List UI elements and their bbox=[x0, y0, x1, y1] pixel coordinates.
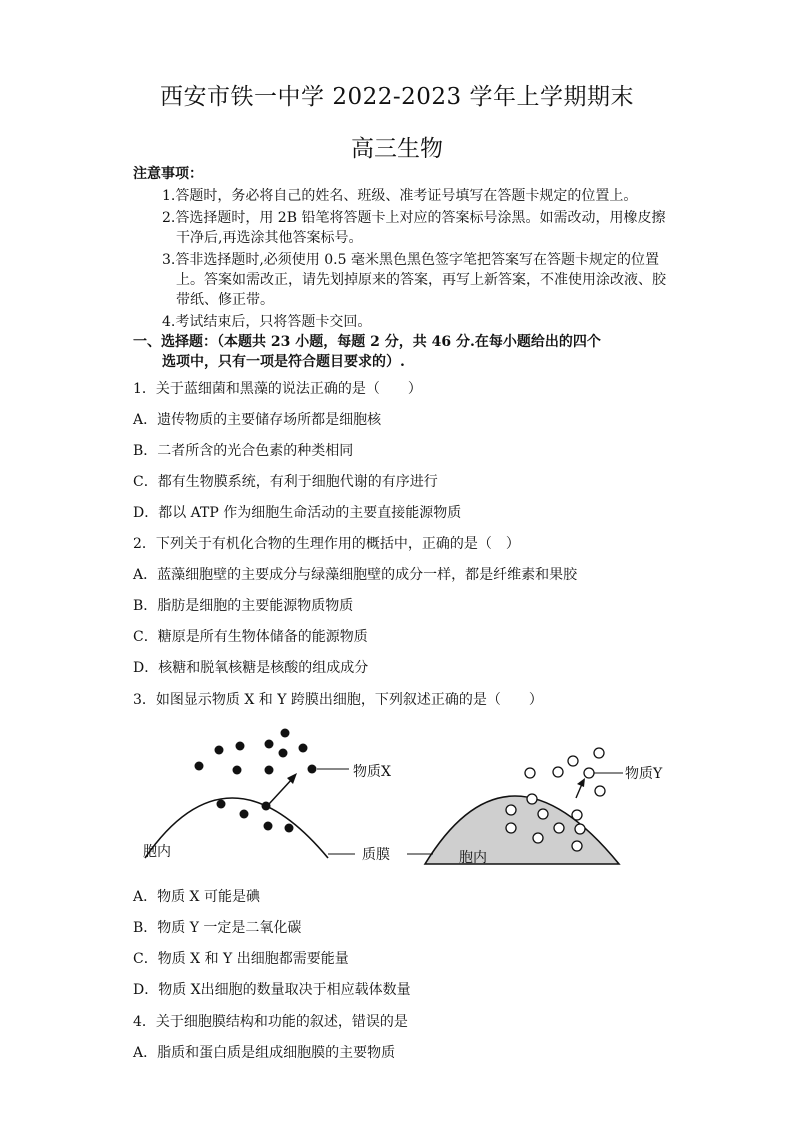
y-molecule bbox=[568, 756, 578, 766]
x-molecule bbox=[264, 822, 273, 831]
note-1: 1.答题时，务必将自己的姓名、班级、准考证号填写在答题卡规定的位置上。 bbox=[162, 188, 638, 204]
q2-stem: 2．下列关于有机化合物的生理作用的概括中，正确的是（ ） bbox=[133, 536, 520, 552]
q3-stem: 3．如图显示物质 X 和 Y 跨膜出细胞，下列叙述正确的是（ ） bbox=[133, 692, 543, 708]
note-3-line-3: 带纸、修正带。 bbox=[176, 292, 274, 308]
y-molecule bbox=[554, 823, 564, 833]
substance-y-outside bbox=[525, 748, 605, 796]
left-cell-membrane bbox=[145, 798, 328, 858]
y-molecule bbox=[525, 768, 535, 778]
label-cell-interior-left: 胞内 bbox=[143, 844, 171, 860]
x-molecule bbox=[195, 762, 204, 771]
substance-x-outside bbox=[195, 729, 317, 775]
y-molecule bbox=[506, 823, 516, 833]
x-molecule bbox=[240, 810, 249, 819]
q3-option-a: A．物质 X 可能是碘 bbox=[133, 889, 260, 905]
x-molecule bbox=[236, 742, 245, 751]
q2-option-c: C．糖原是所有生物体储备的能源物质 bbox=[133, 629, 368, 645]
y-molecule bbox=[572, 810, 582, 820]
y-arrow-head bbox=[577, 778, 585, 787]
note-2-line-1: 2.答选择题时，用 2B 铅笔将答题卡上对应的答案标号涂黑。如需改动，用橡皮擦 bbox=[162, 210, 666, 226]
q1-option-a: A．遗传物质的主要储存场所都是细胞核 bbox=[133, 412, 382, 428]
label-cell-interior-right: 胞内 bbox=[459, 850, 487, 866]
note-3-line-2: 上。答案如需改正，请先划掉原来的答案，再写上新答案，不准使用涂改液、胶 bbox=[176, 272, 666, 288]
q4-option-a: A．脂质和蛋白质是组成细胞膜的主要物质 bbox=[133, 1045, 396, 1061]
x-molecule bbox=[265, 766, 274, 775]
q1-option-c: C．都有生物膜系统，有利于细胞代谢的有序进行 bbox=[133, 474, 438, 490]
y-molecule bbox=[595, 786, 605, 796]
y-arrow-shaft bbox=[576, 784, 582, 798]
q4-stem: 4．关于细胞膜结构和功能的叙述，错误的是 bbox=[133, 1014, 408, 1030]
x-molecule bbox=[285, 824, 294, 833]
section-heading-line-1: 一、选择题：（本题共 23 小题，每题 2 分，共 46 分.在每小题给出的四个 bbox=[133, 334, 601, 350]
q2-option-b: B．脂肪是细胞的主要能源物质物质 bbox=[133, 598, 354, 614]
x-molecule bbox=[265, 740, 274, 749]
q3-option-c: C．物质 X 和 Y 出细胞都需要能量 bbox=[133, 951, 349, 967]
label-substance-y: 物质Y bbox=[625, 766, 663, 782]
q1-option-b: B．二者所含的光合色素的种类相同 bbox=[133, 443, 354, 459]
q1-option-d: D．都以 ATP 作为细胞生命活动的主要直接能源物质 bbox=[133, 505, 462, 521]
x-molecule bbox=[215, 746, 224, 755]
y-molecule bbox=[572, 841, 582, 851]
y-molecule bbox=[533, 833, 543, 843]
y-molecule bbox=[553, 767, 563, 777]
membrane-transport-diagram bbox=[133, 718, 693, 870]
y-molecule bbox=[594, 748, 604, 758]
notes-heading: 注意事项： bbox=[133, 166, 203, 182]
q3-option-d: D．物质 X出细胞的数量取决于相应载体数量 bbox=[133, 982, 411, 998]
y-molecule bbox=[538, 809, 548, 819]
label-substance-x: 物质X bbox=[353, 764, 391, 780]
x-arrow-shaft bbox=[269, 778, 293, 804]
x-molecule bbox=[299, 744, 308, 753]
q2-option-d: D．核糖和脱氧核糖是核酸的组成成分 bbox=[133, 660, 369, 676]
right-cell-membrane bbox=[425, 796, 619, 864]
label-membrane: 质膜 bbox=[362, 847, 390, 863]
q1-stem: 1．关于蓝细菌和黑藻的说法正确的是（ ） bbox=[133, 381, 422, 397]
section-heading-line-2: 选项中，只有一项是符合题目要求的）. bbox=[162, 354, 405, 370]
y-molecule bbox=[527, 794, 537, 804]
x-molecule bbox=[308, 765, 317, 774]
substance-x-inside bbox=[217, 800, 294, 833]
q3-option-b: B．物质 Y 一定是二氧化碳 bbox=[133, 920, 302, 936]
y-molecule bbox=[584, 768, 594, 778]
note-4: 4.考试结束后，只将答题卡交回。 bbox=[162, 314, 372, 330]
y-molecule bbox=[575, 824, 585, 834]
x-molecule bbox=[279, 749, 288, 758]
exam-subject: 高三生物 bbox=[351, 136, 443, 162]
x-molecule bbox=[217, 800, 226, 809]
note-3-line-1: 3.答非选择题时,必须使用 0.5 毫米黑色黑色签字笔把答案写在答题卡规定的位置 bbox=[162, 252, 659, 268]
exam-title: 西安市铁一中学 2022-2023 学年上学期期末 bbox=[160, 84, 634, 110]
note-2-line-2: 干净后,再选涂其他答案标号。 bbox=[176, 230, 363, 246]
x-molecule bbox=[281, 729, 290, 738]
q2-option-a: A．蓝藻细胞壁的主要成分与绿藻细胞壁的成分一样，都是纤维素和果胶 bbox=[133, 567, 578, 583]
y-molecule bbox=[506, 805, 516, 815]
x-molecule bbox=[233, 766, 242, 775]
